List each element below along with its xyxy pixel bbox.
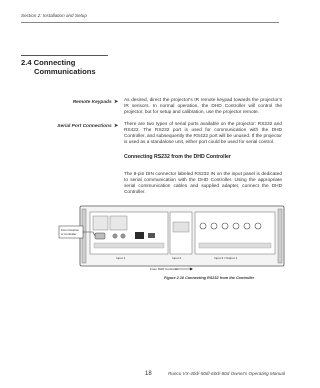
panel-label-left: Input 1: [116, 256, 126, 260]
bnc-jack: [211, 223, 217, 229]
arrow-right-icon: ➤: [113, 100, 118, 105]
bnc-jack: [233, 223, 239, 229]
bnc-jack: [255, 223, 261, 229]
figure-caption: Figure 2.10 Connecting RS232 from the Controller: [164, 276, 255, 280]
connector-jack: [113, 234, 117, 238]
serial-ports-paragraph: There are two types of serial ports available on the projector: RS232 and RS422. The RS232 port is used for communication with the DHD Controller, and subsequently the RS422 port will be unused. If the projector is used as a standalone unit, either port could be used for serial control.: [124, 122, 282, 146]
bnc-jack: [244, 223, 250, 229]
arrow-right-icon: ➤: [113, 124, 118, 129]
sub-panel: [110, 216, 127, 230]
controller-callout-line1: From Crestron: [61, 228, 80, 232]
page-number: 18: [145, 371, 152, 377]
rs232-heading: Connecting RS232 from the DHD Controller: [124, 154, 231, 160]
serial-ports-label-text: Serial Port Connections: [57, 124, 112, 129]
panel-post: [278, 209, 282, 263]
rs232-paragraph: The 9-pin DIN connector labeled RS232 IN on the input panel is dedicated to serial communication with the DHD Controller. Using the appropriate serial communication cables and supplied adapter, connect the DHD Controller.: [124, 172, 282, 196]
input-section-mid: [170, 212, 192, 254]
running-head: Section 2: Installation and Setup: [21, 13, 87, 18]
remote-keypads-label-text: Remote Keypads: [72, 100, 112, 105]
section-title-line1: 2.4 Connecting: [21, 58, 76, 67]
port-block: [173, 222, 189, 232]
rs232-connector: [95, 233, 105, 239]
bnc-jack: [200, 223, 206, 229]
network-port: [135, 232, 144, 239]
running-foot: Runco VX-40d/-50d/-60d/-80d Owner's Operating Manual: [168, 371, 286, 376]
panel-label-mid: Input 2: [172, 256, 182, 260]
connector-strip: [199, 243, 271, 248]
usb-port: [148, 233, 155, 238]
bnc-jack: [222, 223, 228, 229]
connector-strip: [94, 243, 164, 248]
arrow-right-icon: [190, 268, 193, 271]
remote-keypads-paragraph: As desired, direct the projector's IR remote keypad towards the projector's IR sensors. In normal operation, the DHD Controller will control the projector, but for setup and calibration, use the projector remote.: [124, 98, 282, 116]
connector-jack: [121, 234, 125, 238]
controller-callout-line2: or Controller: [61, 232, 77, 236]
sub-panel: [93, 216, 108, 230]
bottom-callout-label: From DHD Controller: [150, 267, 179, 271]
section-title-line2: Communications: [34, 67, 96, 76]
panel-label-right: Input 3 / Output 1: [214, 256, 238, 260]
